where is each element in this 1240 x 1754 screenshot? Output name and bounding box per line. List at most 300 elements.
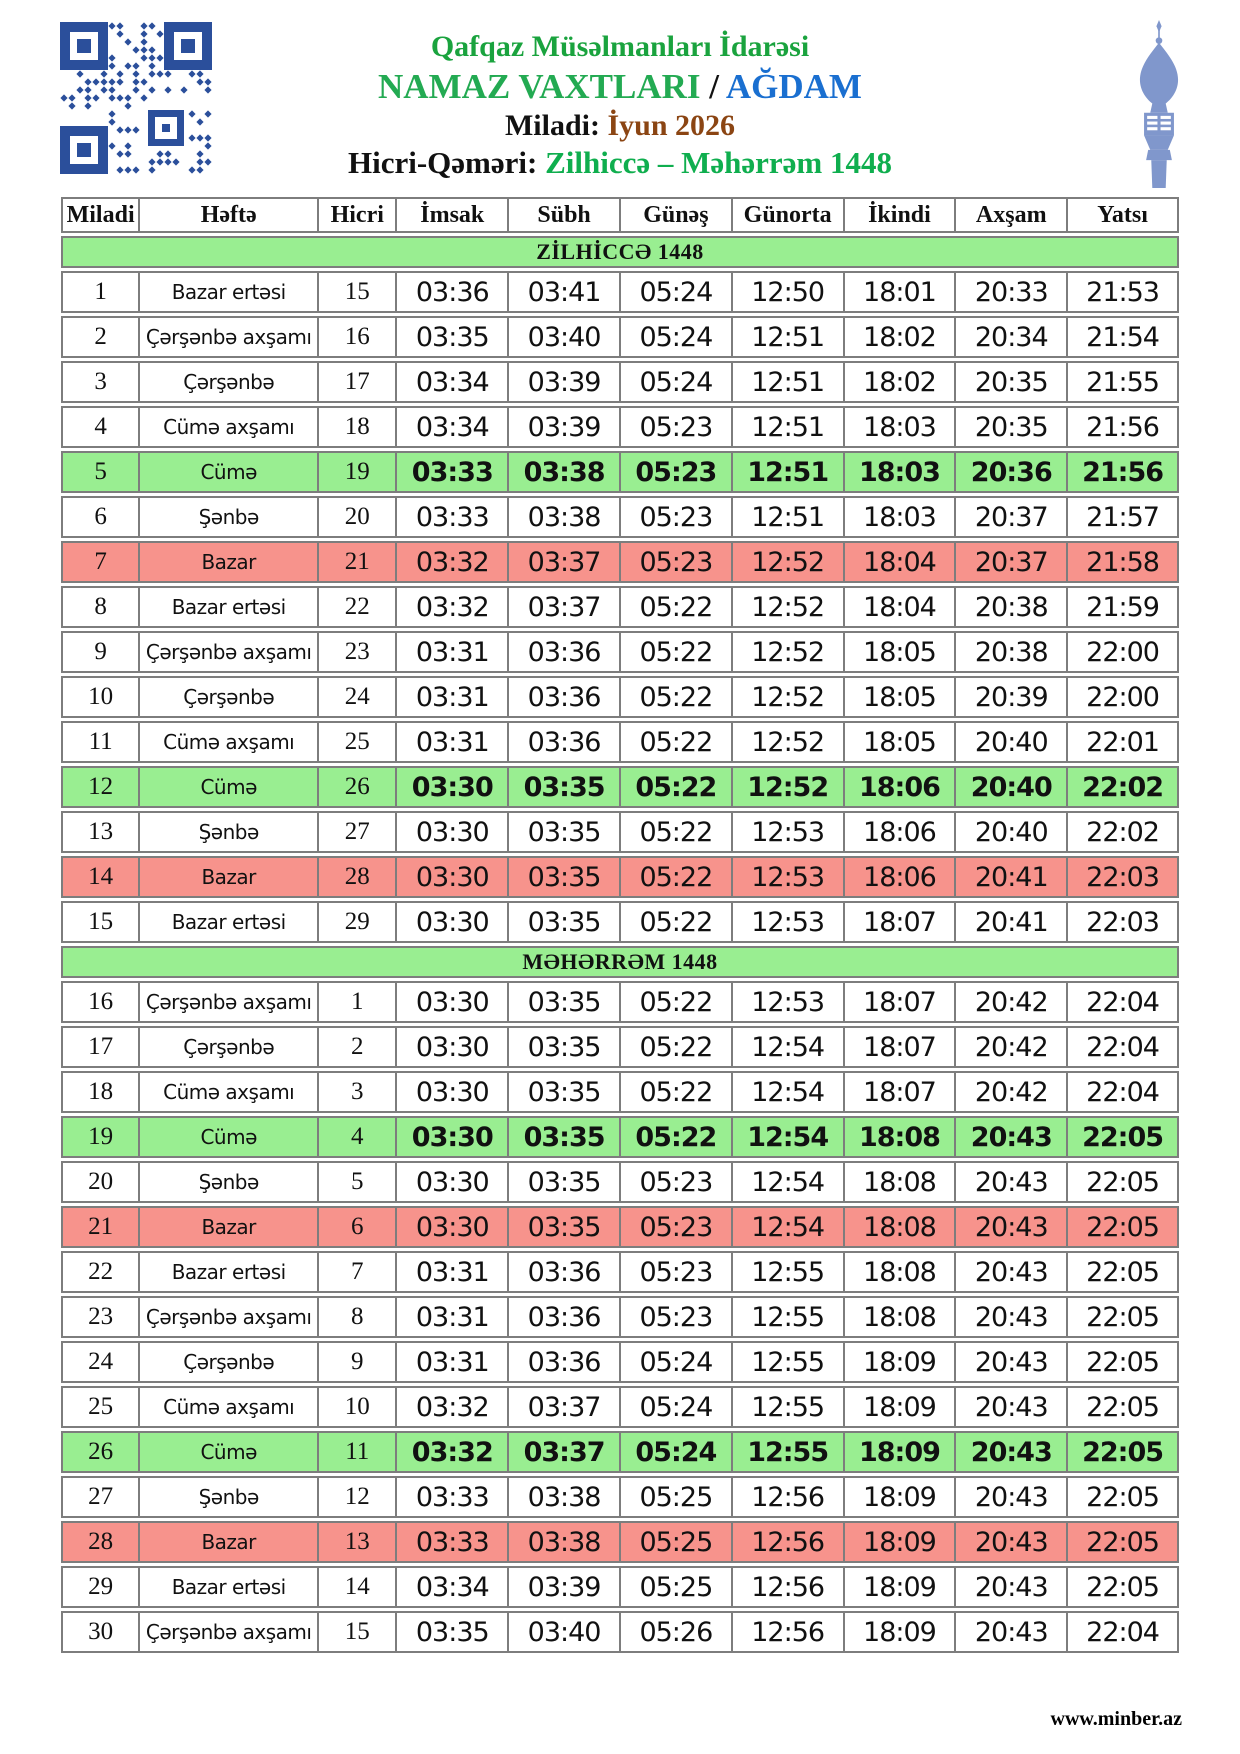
cell-gunorta: 12:54 — [732, 1026, 844, 1068]
cell-subh: 03:37 — [508, 1431, 620, 1473]
cell-subh: 03:35 — [508, 1116, 620, 1158]
cell-weekday: Bazar ertəsi — [139, 271, 318, 313]
cell-yatsi: 22:04 — [1067, 1071, 1179, 1113]
table-row — [61, 1296, 1179, 1338]
cell-gunes: 05:22 — [620, 766, 732, 808]
cell-gunes: 05:23 — [620, 1206, 732, 1248]
table-row — [61, 1611, 1179, 1653]
cell-gunorta: 12:53 — [732, 901, 844, 943]
cell-miladi-day: 5 — [61, 451, 139, 493]
cell-miladi-day: 20 — [61, 1161, 139, 1203]
table-row — [61, 1116, 1179, 1158]
cell-gunes: 05:22 — [620, 676, 732, 718]
cell-hijri-day: 17 — [318, 361, 396, 403]
cell-imsak: 03:34 — [396, 361, 508, 403]
cell-ikindi: 18:05 — [844, 631, 956, 673]
cell-hijri-day: 2 — [318, 1026, 396, 1068]
cell-gunorta: 12:55 — [732, 1296, 844, 1338]
city-name: AĞDAM — [725, 67, 862, 106]
cell-imsak: 03:34 — [396, 406, 508, 448]
cell-weekday: Çərşənbə axşamı — [139, 1296, 318, 1338]
section-label: MƏHƏRRƏM 1448 — [61, 946, 1179, 978]
cell-gunes: 05:26 — [620, 1611, 732, 1653]
cell-imsak: 03:31 — [396, 1251, 508, 1293]
cell-gunorta: 12:56 — [732, 1611, 844, 1653]
column-header-subh: Sübh — [508, 197, 620, 233]
cell-yatsi: 22:02 — [1067, 766, 1179, 808]
section-row — [61, 946, 1179, 978]
cell-yatsi: 22:05 — [1067, 1431, 1179, 1473]
cell-gunorta: 12:56 — [732, 1566, 844, 1608]
cell-hijri-day: 10 — [318, 1386, 396, 1428]
cell-axsam: 20:43 — [955, 1611, 1067, 1653]
cell-hijri-day: 13 — [318, 1521, 396, 1563]
cell-imsak: 03:30 — [396, 901, 508, 943]
cell-axsam: 20:40 — [955, 811, 1067, 853]
cell-yatsi: 21:58 — [1067, 541, 1179, 583]
cell-axsam: 20:43 — [955, 1476, 1067, 1518]
cell-hijri-day: 1 — [318, 981, 396, 1023]
cell-miladi-day: 8 — [61, 586, 139, 628]
table-row — [61, 676, 1179, 718]
cell-gunorta: 12:51 — [732, 361, 844, 403]
cell-gunorta: 12:55 — [732, 1431, 844, 1473]
cell-yatsi: 22:03 — [1067, 901, 1179, 943]
cell-subh: 03:37 — [508, 586, 620, 628]
cell-yatsi: 22:05 — [1067, 1386, 1179, 1428]
cell-hijri-day: 9 — [318, 1341, 396, 1383]
cell-yatsi: 22:05 — [1067, 1566, 1179, 1608]
cell-subh: 03:36 — [508, 1341, 620, 1383]
cell-axsam: 20:36 — [955, 451, 1067, 493]
cell-ikindi: 18:02 — [844, 361, 956, 403]
cell-gunorta: 12:51 — [732, 316, 844, 358]
cell-ikindi: 18:03 — [844, 451, 956, 493]
cell-axsam: 20:43 — [955, 1251, 1067, 1293]
cell-ikindi: 18:06 — [844, 856, 956, 898]
cell-imsak: 03:30 — [396, 811, 508, 853]
cell-weekday: Çərşənbə axşamı — [139, 631, 318, 673]
table-row — [61, 316, 1179, 358]
cell-ikindi: 18:05 — [844, 676, 956, 718]
cell-subh: 03:38 — [508, 1476, 620, 1518]
cell-weekday: Cümə axşamı — [139, 406, 318, 448]
cell-gunorta: 12:50 — [732, 271, 844, 313]
table-row — [61, 1161, 1179, 1203]
cell-gunes: 05:24 — [620, 1431, 732, 1473]
cell-hijri-day: 12 — [318, 1476, 396, 1518]
cell-gunorta: 12:51 — [732, 496, 844, 538]
cell-axsam: 20:38 — [955, 631, 1067, 673]
cell-weekday: Cümə — [139, 1116, 318, 1158]
cell-weekday: Şənbə — [139, 811, 318, 853]
cell-imsak: 03:30 — [396, 1071, 508, 1113]
cell-weekday: Bazar ertəsi — [139, 1566, 318, 1608]
cell-gunorta: 12:52 — [732, 766, 844, 808]
cell-hijri-day: 6 — [318, 1206, 396, 1248]
cell-hijri-day: 8 — [318, 1296, 396, 1338]
cell-gunorta: 12:52 — [732, 631, 844, 673]
hicri-label: Hicri-Qəməri: — [348, 145, 538, 180]
cell-axsam: 20:33 — [955, 271, 1067, 313]
table-row — [61, 451, 1179, 493]
cell-imsak: 03:30 — [396, 1161, 508, 1203]
cell-weekday: Çərşənbə axşamı — [139, 316, 318, 358]
cell-imsak: 03:33 — [396, 1521, 508, 1563]
cell-imsak: 03:30 — [396, 1026, 508, 1068]
table-row — [61, 1251, 1179, 1293]
cell-ikindi: 18:03 — [844, 406, 956, 448]
cell-yatsi: 22:03 — [1067, 856, 1179, 898]
column-header-hefte: Həftə — [139, 197, 318, 233]
cell-weekday: Çərşənbə — [139, 361, 318, 403]
cell-weekday: Bazar — [139, 541, 318, 583]
cell-yatsi: 22:05 — [1067, 1116, 1179, 1158]
cell-yatsi: 22:00 — [1067, 676, 1179, 718]
cell-hijri-day: 5 — [318, 1161, 396, 1203]
cell-ikindi: 18:08 — [844, 1251, 956, 1293]
cell-subh: 03:36 — [508, 1251, 620, 1293]
cell-yatsi: 22:05 — [1067, 1476, 1179, 1518]
cell-ikindi: 18:08 — [844, 1296, 956, 1338]
organization-title: Qafqaz Müsəlmanları İdarəsi — [430, 30, 810, 63]
cell-imsak: 03:35 — [396, 316, 508, 358]
cell-imsak: 03:32 — [396, 1386, 508, 1428]
cell-weekday: Çərşənbə axşamı — [139, 981, 318, 1023]
cell-ikindi: 18:08 — [844, 1206, 956, 1248]
cell-hijri-day: 29 — [318, 901, 396, 943]
cell-ikindi: 18:07 — [844, 901, 956, 943]
cell-gunorta: 12:53 — [732, 811, 844, 853]
cell-gunorta: 12:51 — [732, 406, 844, 448]
cell-yatsi: 22:02 — [1067, 811, 1179, 853]
cell-gunorta: 12:53 — [732, 856, 844, 898]
cell-yatsi: 21:59 — [1067, 586, 1179, 628]
cell-gunes: 05:23 — [620, 406, 732, 448]
cell-gunes: 05:22 — [620, 1026, 732, 1068]
cell-subh: 03:39 — [508, 1566, 620, 1608]
cell-yatsi: 22:05 — [1067, 1296, 1179, 1338]
cell-miladi-day: 30 — [61, 1611, 139, 1653]
cell-gunorta: 12:54 — [732, 1161, 844, 1203]
cell-miladi-day: 19 — [61, 1116, 139, 1158]
cell-subh: 03:37 — [508, 1386, 620, 1428]
cell-axsam: 20:43 — [955, 1161, 1067, 1203]
cell-gunorta: 12:56 — [732, 1476, 844, 1518]
section-row — [61, 236, 1179, 268]
table-row — [61, 1206, 1179, 1248]
cell-gunes: 05:25 — [620, 1521, 732, 1563]
column-header-gunes: Günəş — [620, 197, 732, 233]
cell-subh: 03:36 — [508, 631, 620, 673]
cell-gunorta: 12:54 — [732, 1116, 844, 1158]
column-header-hicri: Hicri — [318, 197, 396, 233]
cell-axsam: 20:41 — [955, 856, 1067, 898]
table-row — [61, 1341, 1179, 1383]
miladi-label: Miladi: — [504, 109, 600, 142]
cell-weekday: Cümə — [139, 766, 318, 808]
cell-subh: 03:35 — [508, 811, 620, 853]
cell-axsam: 20:35 — [955, 361, 1067, 403]
cell-weekday: Bazar ertəsi — [139, 586, 318, 628]
cell-imsak: 03:35 — [396, 1611, 508, 1653]
cell-miladi-day: 25 — [61, 1386, 139, 1428]
cell-yatsi: 22:01 — [1067, 721, 1179, 763]
cell-gunes: 05:25 — [620, 1476, 732, 1518]
cell-subh: 03:35 — [508, 901, 620, 943]
cell-yatsi: 22:05 — [1067, 1341, 1179, 1383]
cell-weekday: Cümə axşamı — [139, 721, 318, 763]
cell-yatsi: 21:55 — [1067, 361, 1179, 403]
cell-gunes: 05:22 — [620, 1116, 732, 1158]
cell-subh: 03:38 — [508, 451, 620, 493]
document-title: NAMAZ VAXTLARI — [378, 67, 701, 106]
cell-hijri-day: 7 — [318, 1251, 396, 1293]
cell-gunes: 05:22 — [620, 1071, 732, 1113]
cell-gunorta: 12:52 — [732, 676, 844, 718]
table-row — [61, 586, 1179, 628]
cell-miladi-day: 21 — [61, 1206, 139, 1248]
cell-miladi-day: 1 — [61, 271, 139, 313]
cell-weekday: Çərşənbə — [139, 1026, 318, 1068]
cell-subh: 03:35 — [508, 981, 620, 1023]
column-header-gunorta: Günorta — [732, 197, 844, 233]
cell-hijri-day: 24 — [318, 676, 396, 718]
cell-gunes: 05:22 — [620, 901, 732, 943]
cell-imsak: 03:32 — [396, 541, 508, 583]
cell-imsak: 03:30 — [396, 981, 508, 1023]
column-header-yatsi: Yatsı — [1067, 197, 1179, 233]
cell-subh: 03:35 — [508, 1071, 620, 1113]
cell-gunes: 05:22 — [620, 631, 732, 673]
cell-subh: 03:37 — [508, 541, 620, 583]
cell-axsam: 20:35 — [955, 406, 1067, 448]
cell-gunorta: 12:51 — [732, 451, 844, 493]
cell-subh: 03:39 — [508, 361, 620, 403]
cell-imsak: 03:31 — [396, 1296, 508, 1338]
cell-imsak: 03:30 — [396, 1206, 508, 1248]
column-header-imsak: İmsak — [396, 197, 508, 233]
cell-axsam: 20:42 — [955, 1071, 1067, 1113]
cell-imsak: 03:30 — [396, 1116, 508, 1158]
table-row — [61, 271, 1179, 313]
cell-hijri-day: 19 — [318, 451, 396, 493]
cell-imsak: 03:33 — [396, 1476, 508, 1518]
cell-weekday: Bazar ertəsi — [139, 1251, 318, 1293]
cell-weekday: Bazar — [139, 856, 318, 898]
cell-axsam: 20:43 — [955, 1206, 1067, 1248]
cell-imsak: 03:30 — [396, 856, 508, 898]
cell-hijri-day: 15 — [318, 271, 396, 313]
header-row — [61, 197, 1179, 233]
cell-hijri-day: 16 — [318, 316, 396, 358]
cell-axsam: 20:40 — [955, 721, 1067, 763]
cell-subh: 03:35 — [508, 856, 620, 898]
cell-yatsi: 22:05 — [1067, 1206, 1179, 1248]
cell-hijri-day: 23 — [318, 631, 396, 673]
table-row — [61, 1431, 1179, 1473]
cell-subh: 03:39 — [508, 406, 620, 448]
cell-axsam: 20:40 — [955, 766, 1067, 808]
cell-axsam: 20:43 — [955, 1566, 1067, 1608]
cell-hijri-day: 18 — [318, 406, 396, 448]
cell-subh: 03:40 — [508, 1611, 620, 1653]
cell-gunorta: 12:54 — [732, 1071, 844, 1113]
cell-axsam: 20:39 — [955, 676, 1067, 718]
cell-gunorta: 12:55 — [732, 1386, 844, 1428]
cell-subh: 03:36 — [508, 721, 620, 763]
cell-ikindi: 18:09 — [844, 1386, 956, 1428]
cell-gunorta: 12:55 — [732, 1341, 844, 1383]
cell-ikindi: 18:09 — [844, 1566, 956, 1608]
cell-weekday: Şənbə — [139, 1161, 318, 1203]
hicri-value: Zilhiccə – Məhərrəm 1448 — [545, 145, 892, 180]
cell-ikindi: 18:04 — [844, 541, 956, 583]
cell-weekday: Çərşənbə — [139, 676, 318, 718]
cell-axsam: 20:43 — [955, 1386, 1067, 1428]
cell-hijri-day: 22 — [318, 586, 396, 628]
cell-weekday: Bazar — [139, 1521, 318, 1563]
cell-imsak: 03:33 — [396, 451, 508, 493]
cell-imsak: 03:31 — [396, 676, 508, 718]
cell-gunorta: 12:54 — [732, 1206, 844, 1248]
miladi-value: İyun 2026 — [607, 109, 736, 142]
cell-miladi-day: 24 — [61, 1341, 139, 1383]
column-header-axsam: Axşam — [955, 197, 1067, 233]
cell-gunes: 05:23 — [620, 541, 732, 583]
cell-hijri-day: 15 — [318, 1611, 396, 1653]
cell-yatsi: 22:04 — [1067, 1611, 1179, 1653]
cell-hijri-day: 20 — [318, 496, 396, 538]
cell-miladi-day: 10 — [61, 676, 139, 718]
cell-miladi-day: 2 — [61, 316, 139, 358]
cell-weekday: Şənbə — [139, 1476, 318, 1518]
cell-yatsi: 22:04 — [1067, 1026, 1179, 1068]
cell-miladi-day: 12 — [61, 766, 139, 808]
cell-ikindi: 18:07 — [844, 981, 956, 1023]
cell-ikindi: 18:05 — [844, 721, 956, 763]
table-row — [61, 1476, 1179, 1518]
cell-gunes: 05:23 — [620, 496, 732, 538]
cell-hijri-day: 27 — [318, 811, 396, 853]
qr-code-icon — [60, 22, 212, 174]
cell-ikindi: 18:09 — [844, 1431, 956, 1473]
cell-imsak: 03:33 — [396, 496, 508, 538]
cell-imsak: 03:31 — [396, 721, 508, 763]
cell-yatsi: 22:04 — [1067, 981, 1179, 1023]
cell-miladi-day: 14 — [61, 856, 139, 898]
cell-ikindi: 18:03 — [844, 496, 956, 538]
cell-imsak: 03:32 — [396, 586, 508, 628]
table-row — [61, 901, 1179, 943]
cell-ikindi: 18:06 — [844, 766, 956, 808]
minaret-icon — [1130, 20, 1188, 188]
cell-axsam: 20:38 — [955, 586, 1067, 628]
cell-gunorta: 12:52 — [732, 541, 844, 583]
cell-axsam: 20:43 — [955, 1521, 1067, 1563]
cell-miladi-day: 13 — [61, 811, 139, 853]
table-row — [61, 1521, 1179, 1563]
cell-miladi-day: 28 — [61, 1521, 139, 1563]
cell-ikindi: 18:04 — [844, 586, 956, 628]
cell-miladi-day: 23 — [61, 1296, 139, 1338]
cell-axsam: 20:37 — [955, 496, 1067, 538]
website-url: www.minber.az — [1050, 1708, 1182, 1730]
cell-miladi-day: 11 — [61, 721, 139, 763]
title-separator: / — [709, 67, 720, 106]
cell-miladi-day: 27 — [61, 1476, 139, 1518]
table-row — [61, 1026, 1179, 1068]
cell-weekday: Cümə axşamı — [139, 1071, 318, 1113]
cell-gunes: 05:22 — [620, 586, 732, 628]
cell-subh: 03:40 — [508, 316, 620, 358]
cell-yatsi: 22:00 — [1067, 631, 1179, 673]
cell-gunes: 05:22 — [620, 811, 732, 853]
section-label: ZİLHİCCƏ 1448 — [61, 236, 1179, 268]
cell-yatsi: 21:53 — [1067, 271, 1179, 313]
cell-weekday: Cümə — [139, 451, 318, 493]
cell-gunorta: 12:56 — [732, 1521, 844, 1563]
cell-gunes: 05:23 — [620, 1161, 732, 1203]
cell-ikindi: 18:07 — [844, 1071, 956, 1113]
cell-ikindi: 18:09 — [844, 1521, 956, 1563]
cell-miladi-day: 17 — [61, 1026, 139, 1068]
table-row — [61, 721, 1179, 763]
cell-ikindi: 18:02 — [844, 316, 956, 358]
cell-gunes: 05:22 — [620, 721, 732, 763]
table-row — [61, 1071, 1179, 1113]
table-row — [61, 1566, 1179, 1608]
table-row — [61, 541, 1179, 583]
cell-hijri-day: 25 — [318, 721, 396, 763]
cell-axsam: 20:43 — [955, 1341, 1067, 1383]
cell-axsam: 20:41 — [955, 901, 1067, 943]
cell-yatsi: 22:05 — [1067, 1521, 1179, 1563]
cell-imsak: 03:34 — [396, 1566, 508, 1608]
cell-ikindi: 18:09 — [844, 1611, 956, 1653]
cell-ikindi: 18:07 — [844, 1026, 956, 1068]
cell-gunes: 05:24 — [620, 361, 732, 403]
cell-axsam: 20:43 — [955, 1116, 1067, 1158]
cell-hijri-day: 14 — [318, 1566, 396, 1608]
cell-miladi-day: 29 — [61, 1566, 139, 1608]
cell-gunorta: 12:55 — [732, 1251, 844, 1293]
cell-subh: 03:41 — [508, 271, 620, 313]
cell-gunes: 05:22 — [620, 856, 732, 898]
cell-axsam: 20:42 — [955, 981, 1067, 1023]
cell-weekday: Cümə axşamı — [139, 1386, 318, 1428]
cell-imsak: 03:31 — [396, 1341, 508, 1383]
cell-ikindi: 18:08 — [844, 1161, 956, 1203]
cell-yatsi: 21:56 — [1067, 451, 1179, 493]
cell-miladi-day: 7 — [61, 541, 139, 583]
cell-miladi-day: 3 — [61, 361, 139, 403]
cell-yatsi: 22:05 — [1067, 1161, 1179, 1203]
cell-gunes: 05:23 — [620, 451, 732, 493]
table-row — [61, 496, 1179, 538]
cell-hijri-day: 21 — [318, 541, 396, 583]
cell-yatsi: 21:54 — [1067, 316, 1179, 358]
cell-yatsi: 21:56 — [1067, 406, 1179, 448]
cell-hijri-day: 3 — [318, 1071, 396, 1113]
cell-gunorta: 12:53 — [732, 981, 844, 1023]
cell-miladi-day: 6 — [61, 496, 139, 538]
cell-subh: 03:36 — [508, 1296, 620, 1338]
cell-hijri-day: 26 — [318, 766, 396, 808]
table-row — [61, 406, 1179, 448]
cell-axsam: 20:34 — [955, 316, 1067, 358]
column-header-miladi: Miladi — [61, 197, 139, 233]
